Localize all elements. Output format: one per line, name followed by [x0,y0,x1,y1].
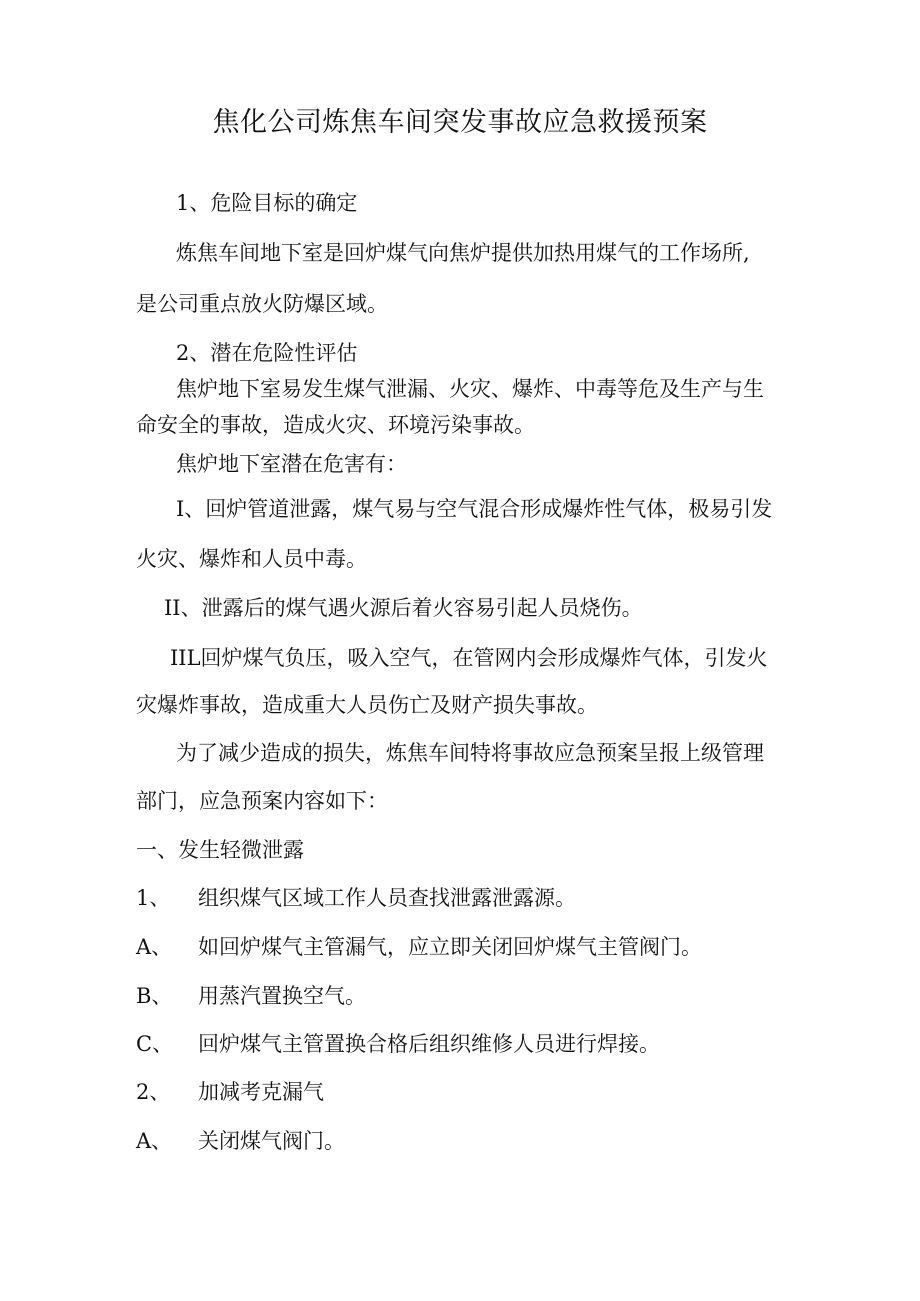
hazard-item-1: I、回炉管道泄露，煤气易与空气混合形成爆炸性气体，极易引发 [176,497,773,521]
list-item [136,981,366,1011]
paragraph-line: 焦炉地下室潜在危害有： [176,452,407,476]
paragraph-line: 火灾、爆炸和人员中毒。 [136,547,367,571]
paragraph-line: 命安全的事故，造成火灾、环境污染事故。 [136,413,535,437]
list-item-number: C、 [136,1032,174,1056]
list-item [136,883,576,913]
section-heading-2: 2、潜在危险性评估 [176,341,358,365]
list-item-number: 2、 [136,1080,171,1104]
list-item-number: A、 [136,935,173,959]
list-item [136,1077,324,1107]
list-item-text: 如回炉煤气主管漏气，应立即关闭回炉煤气主管阀门。 [198,935,702,959]
list-item-text: 关闭煤气阀门。 [198,1129,345,1153]
document-title: 焦化公司炼焦车间突发事故应急救援预案 [212,107,708,138]
list-item-text: 组织煤气区域工作人员查找泄露泄露源。 [198,886,576,910]
section-heading-1: 1、危险目标的确定 [176,191,358,215]
hazard-item-2: II、泄露后的煤气遇火源后着火容易引起人员烧伤。 [164,596,643,620]
paragraph-line: 是公司重点放火防爆区域。 [136,292,388,316]
list-item [136,1029,660,1059]
paragraph-line: 部门，应急预案内容如下： [136,789,388,813]
list-item-number: A、 [136,1129,173,1153]
paragraph-line: 炼焦车间地下室是回炉煤气向焦炉提供加热用煤气的工作场所, [176,241,750,265]
list-item [136,932,702,962]
list-item-number: 1、 [136,886,171,910]
paragraph-line: 为了减少造成的损失，炼焦车间特将事故应急预案呈报上级管理 [176,741,764,765]
list-item-number: B、 [136,984,173,1008]
list-item-text: 回炉煤气主管置换合格后组织维修人员进行焊接。 [198,1032,660,1056]
paragraph-line: 灾爆炸事故，造成重大人员伤亡及财产损失事故。 [136,693,598,717]
hazard-item-3: IIL回炉煤气负压，吸入空气，在管网内会形成爆炸气体，引发火 [170,646,768,670]
paragraph-line: 焦炉地下室易发生煤气泄漏、火灾、爆炸、中毒等危及生产与生 [176,377,764,401]
list-item-text: 用蒸汽置换空气。 [198,984,366,1008]
section-heading-3: 一、发生轻微泄露 [136,838,304,862]
list-item-text: 加减考克漏气 [198,1080,324,1104]
list-item [136,1126,345,1156]
